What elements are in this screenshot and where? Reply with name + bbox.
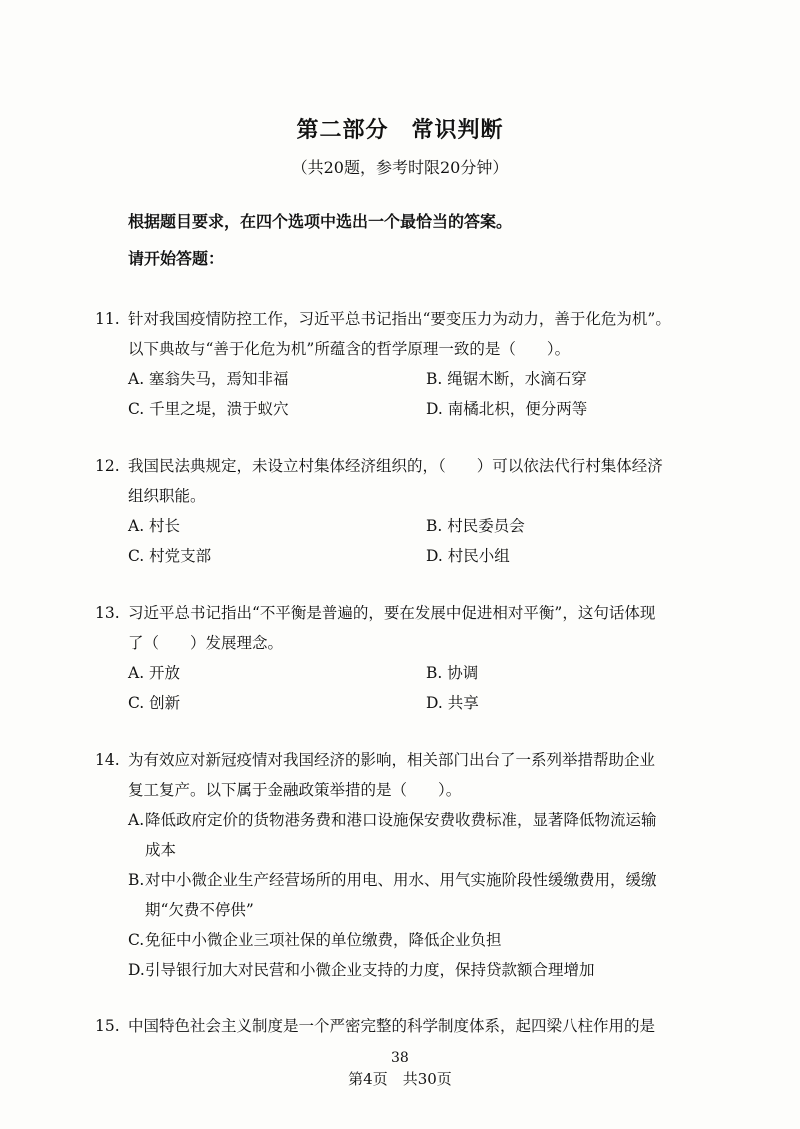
question-12: [95, 451, 735, 571]
option-grid: [95, 364, 735, 424]
question-text: 为有效应对新冠疫情对我国经济的影响，相关部门出台了一系列举措帮助企业: [128, 751, 656, 769]
option-a[interactable]: A. 塞翁失马，焉知非福: [128, 370, 289, 388]
option-d[interactable]: D. 共享: [426, 694, 479, 712]
question-text: 了（ ）发展理念。: [128, 634, 284, 652]
question-number: 14.: [95, 751, 120, 769]
option-c[interactable]: C. 村党支部: [128, 547, 212, 565]
question-text: 习近平总书记指出“不平衡是普遍的，要在发展中促进相对平衡”，这句话体现: [128, 604, 656, 622]
page-mark: 38: [391, 1050, 409, 1066]
option-text: 引导银行加大对民营和小微企业支持的力度，保持贷款额合理增加: [145, 961, 595, 979]
question-text: 组织职能。: [128, 487, 206, 505]
option-b[interactable]: B. 协调: [426, 664, 479, 682]
question-text: 以下典故与“善于化危为机”所蕴含的哲学原理一致的是（ ）。: [128, 340, 571, 358]
option-letter: A.: [128, 811, 145, 829]
page-footer: 第4页 共30页: [348, 1070, 452, 1088]
option-b[interactable]: B. 村民委员会: [426, 517, 525, 535]
question-13: [95, 598, 735, 718]
question-number: 15.: [95, 1017, 120, 1035]
question-text: 中国特色社会主义制度是一个严密完整的科学制度体系，起四梁八柱作用的是: [128, 1017, 656, 1035]
question-11: [95, 304, 735, 424]
question-text: 复工复产。以下属于金融政策举措的是（ ）。: [128, 781, 462, 799]
option-c[interactable]: C. 创新: [128, 694, 181, 712]
option-text: 对中小微企业生产经营场所的用电、用水、用气实施阶段性缓缴费用，缓缴: [145, 871, 657, 889]
question-text: 我国民法典规定，未设立村集体经济组织的，（ ）可以依法代行村集体经济: [128, 457, 663, 475]
option-b[interactable]: [95, 865, 735, 925]
option-d[interactable]: D. 南橘北枳，便分两等: [426, 400, 588, 418]
option-d[interactable]: [95, 955, 735, 985]
option-d[interactable]: D. 村民小组: [426, 547, 510, 565]
section-title: 第二部分 常识判断: [296, 118, 504, 143]
question-number: 13.: [95, 604, 120, 622]
section-subtitle: （共20题，参考时限20分钟）: [291, 158, 509, 177]
question-15: [95, 1011, 735, 1041]
option-text: 成本: [145, 841, 177, 859]
option-grid: [95, 658, 735, 718]
question-number: 11.: [95, 310, 120, 328]
option-a[interactable]: A. 村长: [128, 517, 181, 535]
option-grid: [95, 511, 735, 571]
option-text: 降低政府定价的货物港务费和港口设施保安费收费标准，显著降低物流运输: [145, 811, 657, 829]
question-text: 针对我国疫情防控工作，习近平总书记指出“要变压力为动力，善于化危为机”。: [128, 310, 671, 328]
option-letter: C.: [128, 931, 145, 949]
option-text: 期“欠费不停供”: [145, 901, 254, 919]
instruction-line: 根据题目要求，在四个选项中选出一个最恰当的答案。: [128, 212, 513, 231]
option-b[interactable]: B. 绳锯木断，水滴石穿: [426, 370, 587, 388]
option-a[interactable]: [95, 805, 735, 865]
start-prompt: 请开始答题：: [128, 249, 225, 268]
option-a[interactable]: A. 开放: [128, 664, 181, 682]
option-c[interactable]: [95, 925, 735, 955]
question-14: [95, 745, 735, 985]
option-c[interactable]: C. 千里之堤，溃于蚁穴: [128, 400, 289, 418]
question-number: 12.: [95, 457, 120, 475]
option-text: 免征中小微企业三项社保的单位缴费，降低企业负担: [145, 931, 502, 949]
option-letter: D.: [128, 961, 145, 979]
option-letter: B.: [128, 871, 145, 889]
